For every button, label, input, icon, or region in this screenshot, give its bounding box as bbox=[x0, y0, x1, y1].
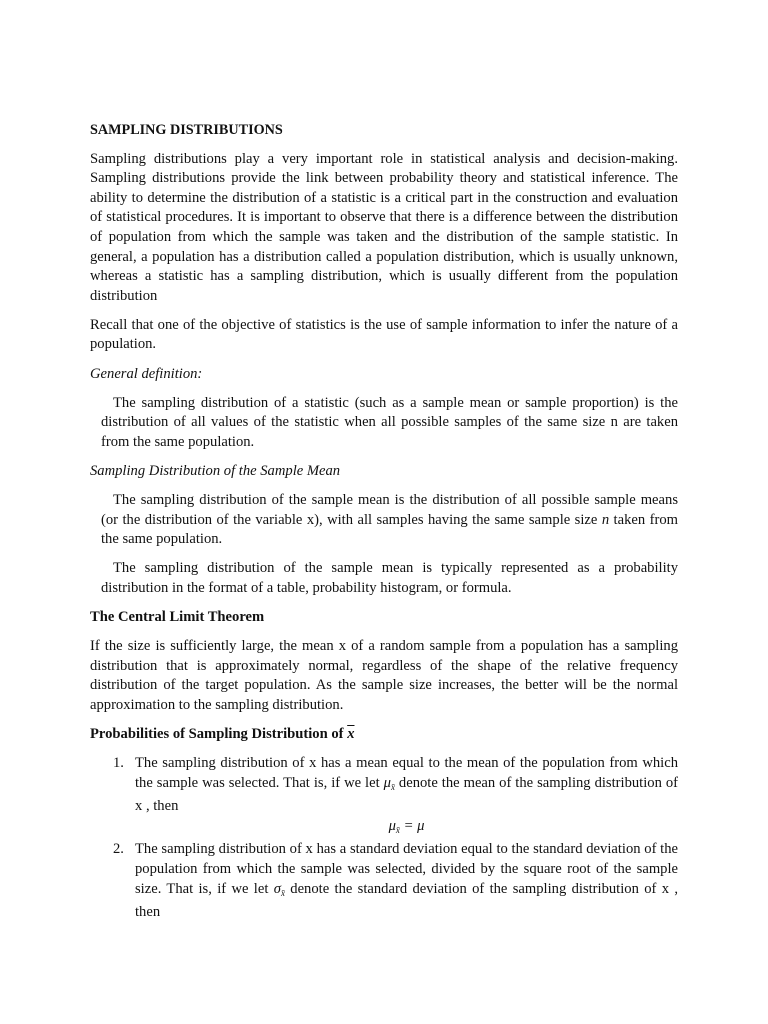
page-title: SAMPLING DISTRIBUTIONS bbox=[90, 122, 283, 138]
list-item-text-a: The sampling distribution of x has a standard deviation equal to the standard deviation of the population from which the sample was selected, divided by the square root of the sample size. That is, if we let bbox=[135, 841, 678, 897]
sample-mean-paragraph-2: The sampling distribution of the sample mean is typically represented as a probability distribution in the format of a table, probability histogram, or formula. bbox=[101, 560, 678, 596]
properties-list bbox=[90, 754, 678, 923]
list-item bbox=[90, 840, 678, 922]
list-item bbox=[90, 754, 678, 817]
list-item-text-b: denote the standard deviation of the sampling distribution of x , then bbox=[135, 880, 678, 921]
list-item-number: 1. bbox=[113, 755, 124, 772]
probabilities-heading-text: Probabilities of Sampling Distribution of bbox=[90, 725, 348, 742]
sigma-symbol: $\sigma_{x̄}$ bbox=[273, 880, 285, 898]
list-item-text-a: The sampling distribution of x has a mean equal to the mean of the population from which the sample was selected. That is, if we let bbox=[135, 755, 678, 791]
clt-heading: The Central Limit Theorem bbox=[90, 608, 265, 625]
sample-mean-para1-text-a: The sampling distribution of the sample mean is the distribution of all possible sample means (or the distribution of the variable x), with all samples having the same sample size bbox=[101, 492, 678, 528]
list-item-text-b: denote the mean of the sampling distribution of x , then bbox=[135, 774, 678, 815]
probabilities-heading bbox=[90, 725, 678, 745]
clt-paragraph: If the size is sufficiently large, the mean x of a random sample from a population has a sampling distribution that is approximately normal, regardless of the shape of the relative frequency distribution of the target population. As the sample size increases, the better will be the normal approximation to the sampling distribution. bbox=[90, 638, 678, 713]
general-definition-label: General definition: bbox=[90, 365, 203, 382]
general-definition-text: The sampling distribution of a statistic (such as a sample mean or sample proportion) is the distribution of all values of the statistic when all possible samples of the same size n are taken from the same population. bbox=[101, 394, 678, 450]
sample-mean-paragraph-1 bbox=[101, 491, 678, 550]
document-page bbox=[90, 121, 678, 923]
mean-formula: $\mu_{x̄} = \mu$ bbox=[388, 817, 425, 835]
recall-paragraph: Recall that one of the objective of statistics is the use of sample information to infer the nature of a population. bbox=[90, 316, 678, 353]
mu-symbol: $\mu_{x̄}$ bbox=[383, 774, 395, 792]
sample-mean-para1-text-b: taken from the same population. bbox=[101, 511, 678, 548]
x-bar-symbol: $\overline{x}$ bbox=[347, 725, 355, 742]
sample-size-symbol: n bbox=[601, 511, 610, 528]
intro-paragraph: Sampling distributions play a very important role in statistical analysis and decision-making. Sampling distributions provide the link between probability theory and statistical inference. The ability to determine the distribution of a statistic is a critical part in the construction and evaluation of statistical procedures. It is important to observe that there is a difference between the distribution of population from which the sample was taken and the distribution of the sample statistic. In general, a population has a distribution called a population distribution, which is usually unknown, whereas a statistic has a sampling distribution, which is usually different from the population distribution bbox=[90, 150, 678, 304]
list-item-number: 2. bbox=[113, 841, 124, 858]
sample-mean-heading: Sampling Distribution of the Sample Mean bbox=[90, 462, 341, 479]
